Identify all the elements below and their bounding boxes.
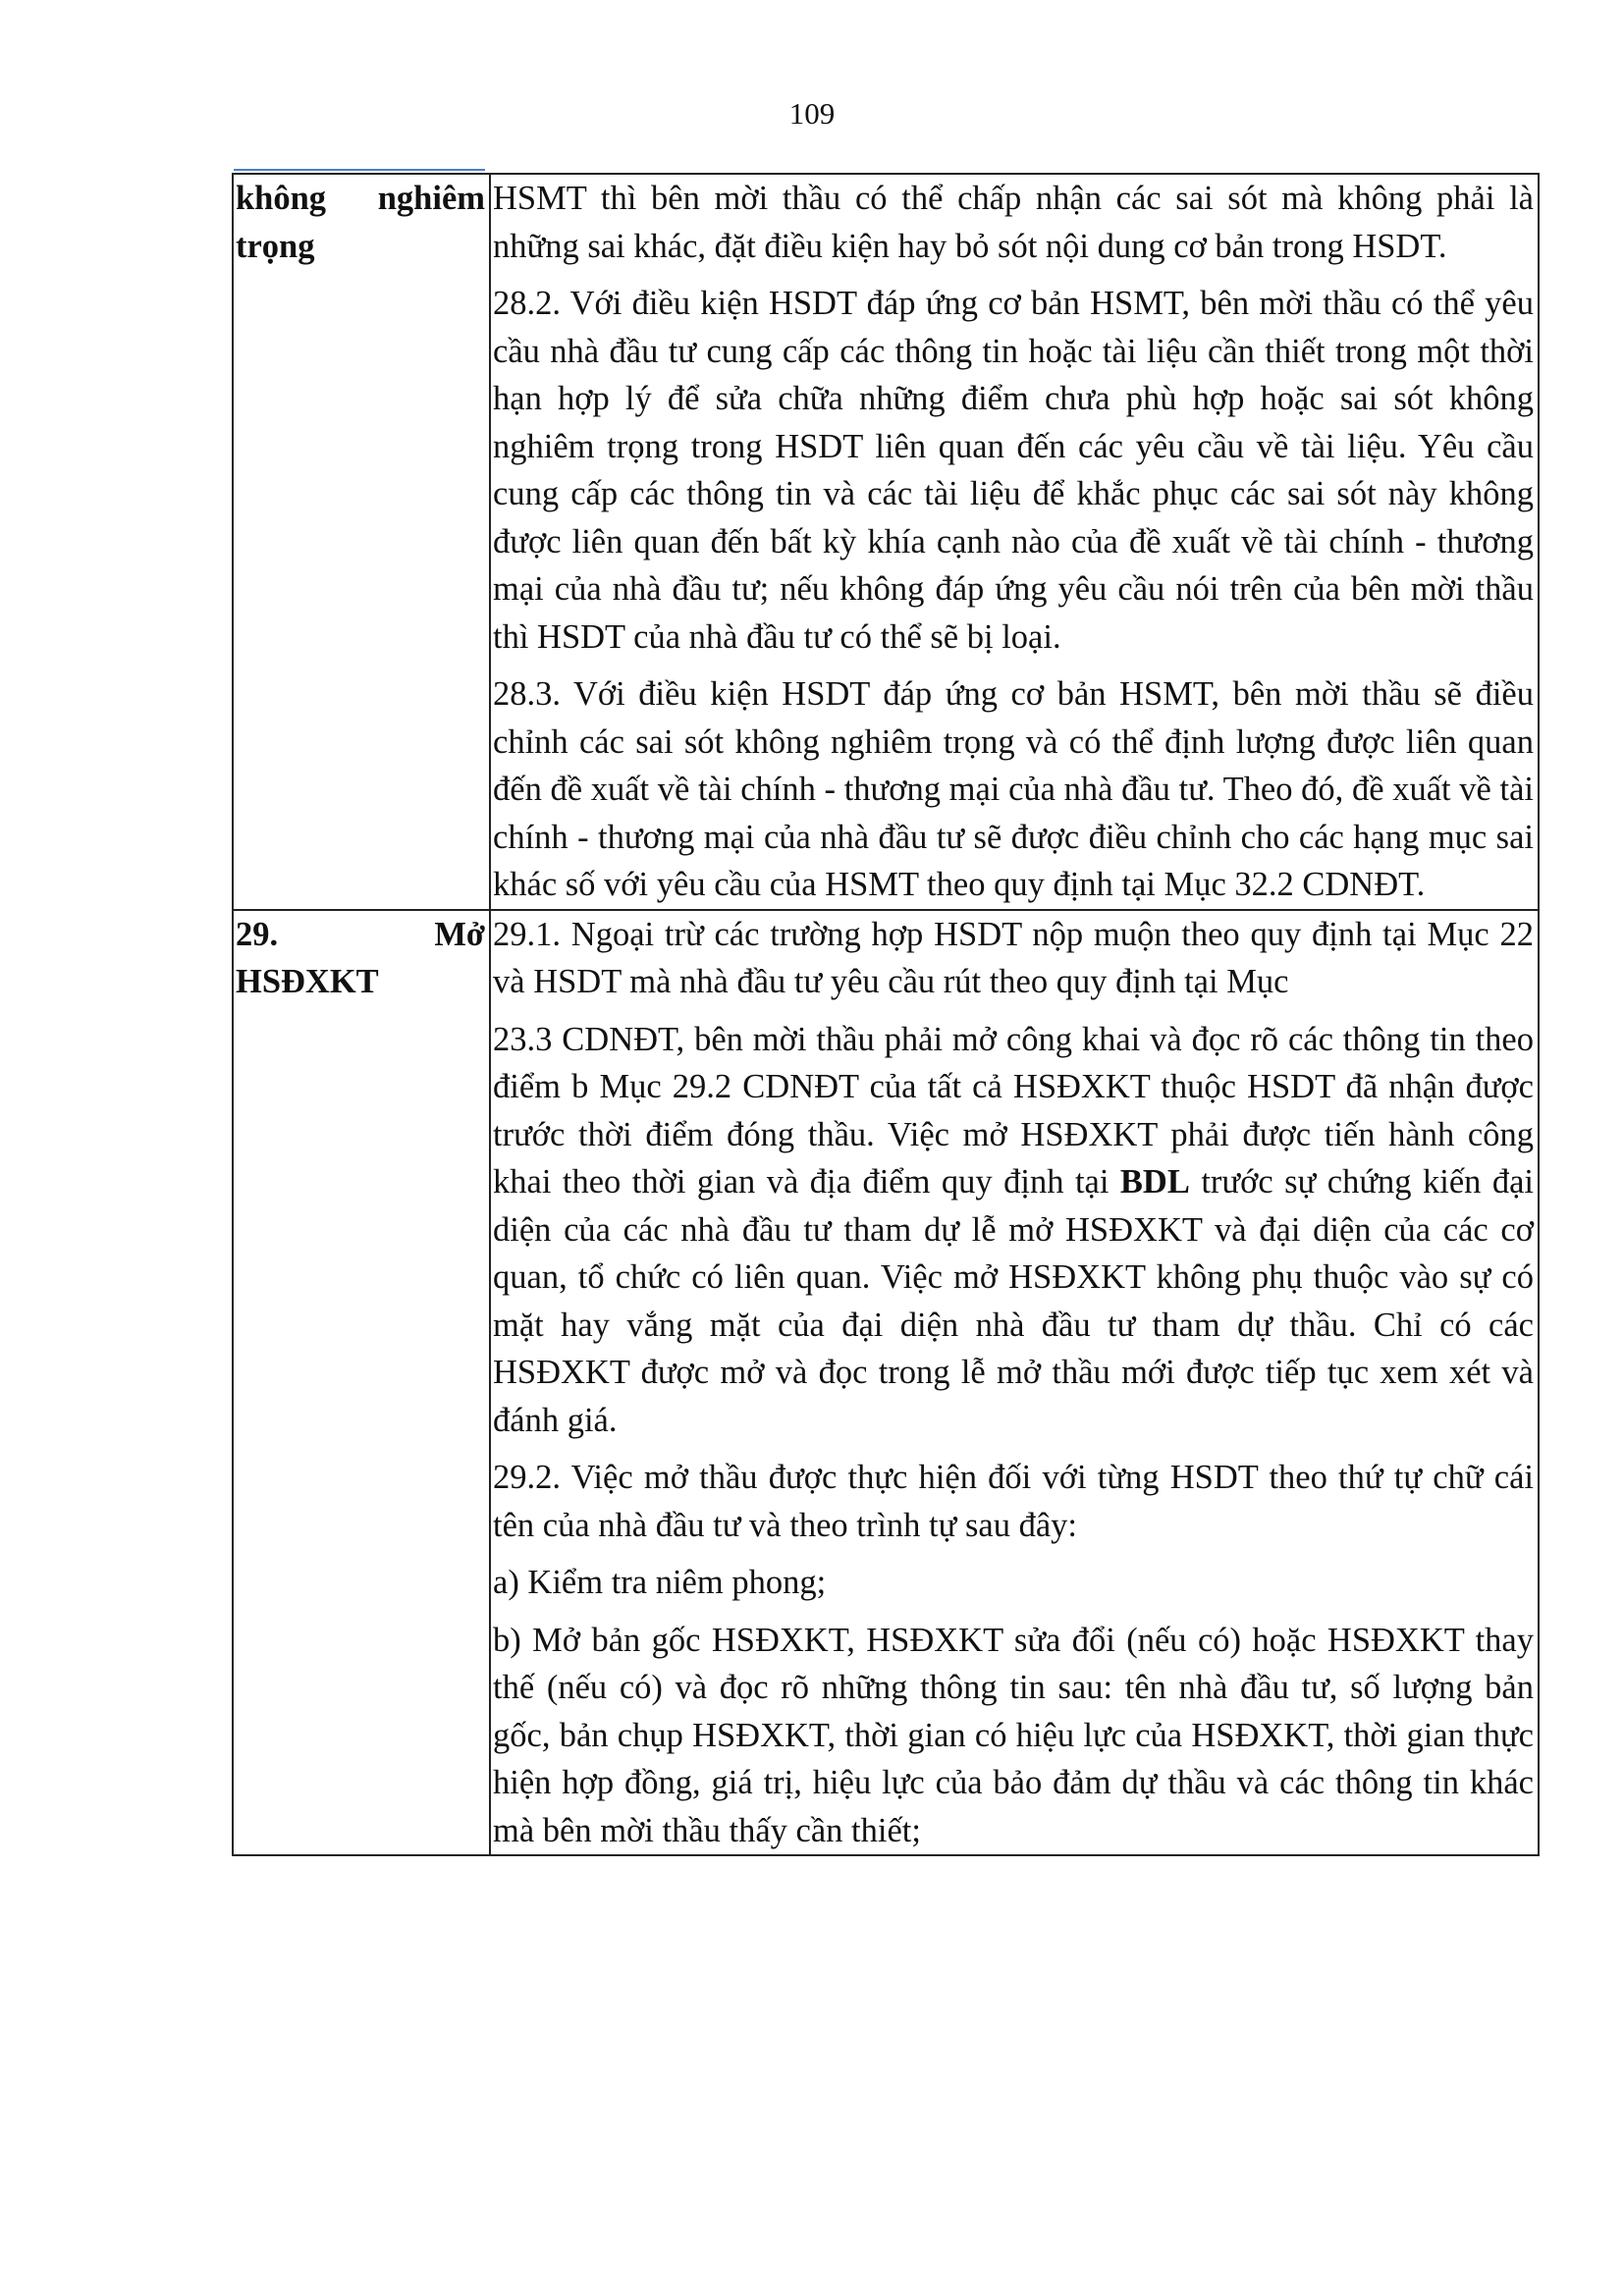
heading-word: không (236, 180, 327, 217)
row-heading (233, 174, 490, 910)
row-content (490, 174, 1539, 910)
paragraph: 29.2. Việc mở thầu được thực hiện đối với từng HSDT theo thứ tự chữ cái tên của nhà đầu tư và theo trình tự sau đây: (493, 1459, 1534, 1544)
heading-word: trọng (236, 227, 315, 265)
bold-term: BDL (1119, 1163, 1190, 1201)
heading-line (236, 911, 485, 959)
heading-word: HSĐXKT (236, 963, 379, 1000)
paragraph: 29.1. Ngoại trừ các trường hợp HSDT nộp muộn theo quy định tại Mục 22 và HSDT mà nhà đầu tư yêu cầu rút theo quy định tại Mục (493, 915, 1534, 1000)
page-number: 109 (788, 96, 836, 131)
row-heading (233, 910, 490, 1856)
heading-word: 29. (236, 915, 279, 953)
paragraph: a) Kiểm tra niêm phong; (493, 1564, 827, 1601)
regulation-table (232, 173, 1540, 1856)
paragraph-text: 23.3 CDNĐT, bên mời thầu phải mở công khai và đọc rõ các thông tin theo điểm b Mục 29.2 CDNĐT của tất cả HSĐXKT thuộc HSDT đã nhận được trước thời điểm đóng thầu. Việc mở HSĐXKT phải được tiến hành công khai theo thời gian và địa điểm quy định tại (493, 1020, 1534, 1201)
header-rule (234, 169, 485, 171)
heading-line (236, 175, 485, 223)
row-content (490, 910, 1539, 1856)
table-row (233, 174, 1539, 910)
paragraph (493, 1016, 1534, 1445)
paragraph: 28.3. Với điều kiện HSDT đáp ứng cơ bản HSMT, bên mời thầu sẽ điều chỉnh các sai sót không nghiêm trọng và có thể định lượng được liên quan đến đề xuất về tài chính - thương mại của nhà đầu tư. Theo đó, đề xuất về tài chính - thương mại của nhà đầu tư sẽ được điều chỉnh cho các hạng mục sai khác số với yêu cầu của HSMT theo quy định tại Mục 32.2 CDNĐT. (493, 675, 1534, 903)
paragraph: HSMT thì bên mời thầu có thể chấp nhận các sai sót mà không phải là những sai khác, đặt điều kiện hay bỏ sót nội dung cơ bản trong HSDT. (493, 180, 1534, 265)
paragraph: b) Mở bản gốc HSĐXKT, HSĐXKT sửa đổi (nếu có) hoặc HSĐXKT thay thế (nếu có) và đọc rõ những thông tin sau: tên nhà đầu tư, số lượng bản gốc, bản chụp HSĐXKT, thời gian có hiệu lực của HSĐXKT, thời gian thực hiện hợp đồng, giá trị, hiệu lực của bảo đảm dự thầu và các thông tin khác mà bên mời thầu thấy cần thiết; (493, 1621, 1534, 1849)
heading-word: Mở (434, 915, 485, 953)
table-row (233, 910, 1539, 1856)
paragraph: 28.2. Với điều kiện HSDT đáp ứng cơ bản HSMT, bên mời thầu có thể yêu cầu nhà đầu tư cung cấp các thông tin hoặc tài liệu cần thiết trong một thời hạn hợp lý để sửa chữa những điểm chưa phù hợp hoặc sai sót không nghiêm trọng trong HSDT liên quan đến các yêu cầu về tài liệu. Yêu cầu cung cấp các thông tin và các tài liệu để khắc phục các sai sót này không được liên quan đến bất kỳ khía cạnh nào của đề xuất về tài chính - thương mại của nhà đầu tư; nếu không đáp ứng yêu cầu nói trên của bên mời thầu thì HSDT của nhà đầu tư có thể sẽ bị loại. (493, 285, 1534, 656)
heading-word: nghiêm (377, 180, 485, 217)
paragraph-text: trước sự chứng kiến đại diện của các nhà đầu tư tham dự lễ mở HSĐXKT và đại diện của các cơ quan, tổ chức có liên quan. Việc mở HSĐXKT không phụ thuộc vào sự có mặt hay vắng mặt của đại diện nhà đầu tư tham dự thầu. Chỉ có các HSĐXKT được mở và đọc trong lễ mở thầu mới được tiếp tục xem xét và đánh giá. (493, 1163, 1535, 1439)
